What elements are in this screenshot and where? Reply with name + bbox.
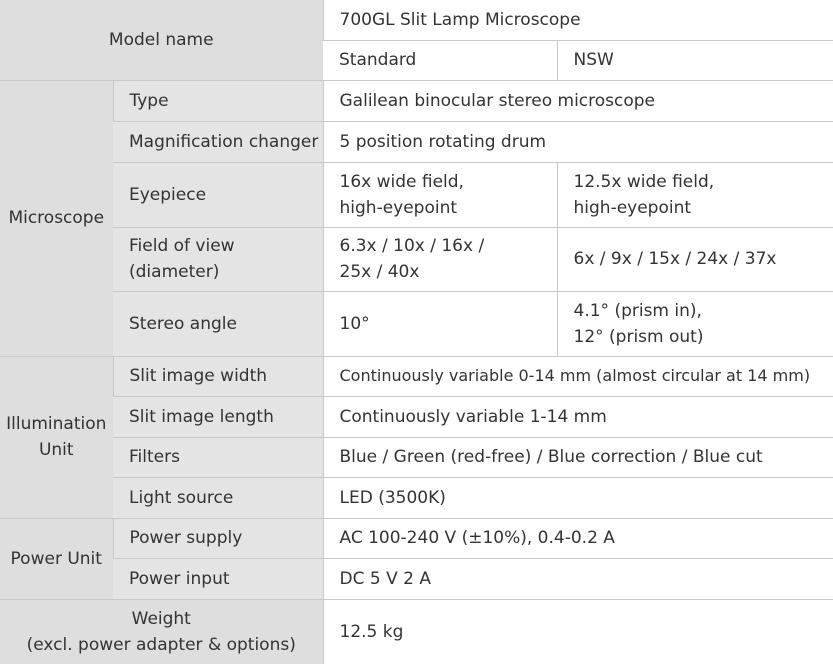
light-source-value: LED (3500K): [323, 477, 833, 518]
power-supply-value: AC 100-240 V (±10%), 0.4-0.2 A: [323, 518, 833, 558]
microscope-group-label: Microscope: [0, 80, 113, 356]
slit-width-row: [0, 356, 833, 396]
eyepiece-nsw: [557, 162, 833, 227]
stereo-angle-nsw-line: 4.1° (prism in),: [573, 300, 702, 321]
model-name-row: [0, 0, 833, 40]
mag-changer-value: 5 position rotating drum: [323, 121, 833, 162]
eyepiece-nsw-line: high-eyepoint: [573, 197, 692, 218]
illumination-group-label-line: Unit: [38, 440, 74, 460]
eyepiece-nsw-line: 12.5x wide field,: [573, 171, 715, 192]
weight-header-line: (excl. power adapter & options): [26, 634, 296, 655]
mag-changer-label: Magnification changer: [113, 121, 323, 162]
stereo-angle-row: [0, 291, 833, 356]
eyepiece-standard-line: high-eyepoint: [339, 197, 458, 218]
filters-label: Filters: [113, 437, 323, 477]
type-label: Type: [113, 80, 323, 121]
stereo-angle-label: Stereo angle: [113, 291, 323, 356]
type-value: Galilean binocular stereo microscope: [323, 80, 833, 121]
field-of-view-row: [0, 227, 833, 291]
power-input-row: [0, 558, 833, 599]
power-supply-label: Power supply: [113, 518, 323, 558]
illumination-group-label-line: Illumination: [6, 414, 107, 434]
stereo-angle-nsw-line: 12° (prism out): [573, 326, 704, 347]
slit-length-label: Slit image length: [113, 396, 323, 437]
model-name-header: Model name: [0, 0, 323, 80]
filters-value: Blue / Green (red-free) / Blue correction / Blue cut: [323, 437, 833, 477]
field-of-view-nsw: 6x / 9x / 15x / 24x / 37x: [557, 227, 833, 291]
mag-changer-row: [0, 121, 833, 162]
field-of-view-label-line: (diameter): [129, 262, 220, 282]
slit-width-value: Continuously variable 0-14 mm (almost circular at 14 mm): [323, 356, 833, 396]
illumination-group-label: [0, 356, 113, 518]
field-of-view-standard-line: 6.3x / 10x / 16x /: [339, 236, 485, 256]
variant-standard: Standard: [323, 40, 557, 80]
power-input-label: Power input: [113, 558, 323, 599]
slit-length-row: [0, 396, 833, 437]
field-of-view-label-line: Field of view: [129, 236, 235, 256]
variant-nsw: NSW: [557, 40, 833, 80]
field-of-view-standard: [323, 227, 557, 291]
weight-header: [0, 599, 323, 664]
power-group-label: Power Unit: [0, 518, 113, 599]
model-name-value: 700GL Slit Lamp Microscope: [323, 0, 833, 40]
weight-header-line: Weight: [131, 608, 191, 629]
filters-row: [0, 437, 833, 477]
eyepiece-standard: [323, 162, 557, 227]
stereo-angle-nsw: [557, 291, 833, 356]
stereo-angle-standard: 10°: [323, 291, 557, 356]
field-of-view-standard-line: 25x / 40x: [339, 262, 420, 282]
power-input-value: DC 5 V 2 A: [323, 558, 833, 599]
field-of-view-label: [113, 227, 323, 291]
light-source-row: [0, 477, 833, 518]
eyepiece-label: Eyepiece: [113, 162, 323, 227]
weight-row: [0, 599, 833, 664]
slit-width-label: Slit image width: [113, 356, 323, 396]
eyepiece-row: [0, 162, 833, 227]
slit-length-value: Continuously variable 1-14 mm: [323, 396, 833, 437]
eyepiece-standard-line: 16x wide field,: [339, 171, 464, 192]
type-row: [0, 80, 833, 121]
light-source-label: Light source: [113, 477, 323, 518]
weight-value: 12.5 kg: [323, 599, 833, 664]
power-supply-row: [0, 518, 833, 558]
